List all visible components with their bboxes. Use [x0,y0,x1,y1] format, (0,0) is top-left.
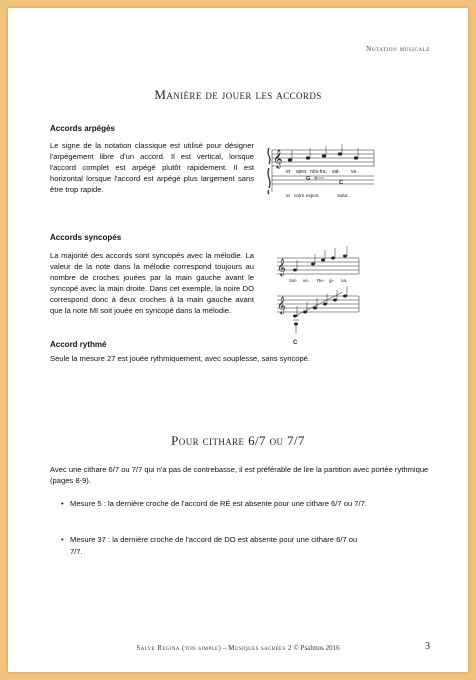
paragraph-cithare-intro: Avec une cithare 6/7 ou 7/7 qui n'a pas de contrebasse, il est préférable de lire la partition avec portée rythmique (pages 8-9). [50,465,429,485]
running-header: Notation musicale [366,45,430,53]
page-number: 3 [425,641,430,652]
list-item-text: Mesure 5 : la dernière croche de l'accord de RÉ est absente pour une cithare 6/7 ou 7/7. [70,499,367,508]
list-item-text: Mesure 37 : la dernière croche de l'accord de DO est absente pour une cithare 6/7 ou 7/7. [70,535,358,556]
footer-separator: – [222,644,227,652]
heading-accord-rythme: Accord rythmé [50,340,107,349]
section-title-cithare: Pour cithare 6/7 ou 7/7 [171,433,305,448]
paragraph-accords-syncopes: La majorité des accords sont syncopés avec la mélodie. La valeur de la note dans la mélodie correspond toujours au nombre de croches jouées par la main gauche avant le syncopé avec la main droite. Dans cet exemple, la noire DO correspond donc à deux croches à la main gauche avant que la note MI soit jouée en syncopé dans la mélodie. [50,251,254,315]
translation-salut: Salut. [337,193,349,198]
list-item [61,498,370,510]
paragraph-accord-rythme: Seule la mesure 27 est jouée rythmiquement, avec souplesse, sans syncopé. [50,354,311,363]
chord-c: C [293,340,298,346]
translation-et: et [286,193,290,198]
footer-collection: Musiques sacrées 2 [228,644,292,652]
footer-piece: Salve Regina (ton simple) [136,644,222,652]
score-example-syncopes [273,242,365,348]
bullet-icon: • [61,535,64,544]
lyric-re: Re- [317,278,325,283]
lyric-nostra: nós-tra, [310,169,327,175]
lyric-et: et [286,169,291,175]
svg-text:𝄞: 𝄞 [277,297,286,314]
heading-accords-syncopes: Accords syncopés [50,233,122,242]
lyric-gi: gi- [329,278,335,283]
paragraph-accords-arpeges: Le signe de la notation classique est utilisé pour désigner l'arpègement libre d'un accord. Il est vertical, lorsque l'accord complet est arpégé plutôt rapidement. Il est horizontal lorsque l'accord est arpégé plus largement sans être trop rapide. [50,141,254,194]
chord-g: G [306,176,311,182]
heading-accords-arpeges: Accords arpégés [50,124,115,133]
list-item [61,534,370,557]
footer-copyright: © Psalmos 2016 [293,644,340,652]
lyric-sal: sal- [332,169,341,175]
translation-notre: notre [294,193,305,198]
lyric-ve: ve, [303,278,310,283]
svg-text:𝄞: 𝄞 [273,151,283,168]
svg-text:𝄞: 𝄞 [277,259,286,276]
document-page [8,8,468,672]
section-title-accords: Manière de jouer les accords [154,87,322,102]
translation-espoir: espoir, [306,193,320,198]
bullet-icon: • [61,499,64,508]
lyric-na: na, [341,278,348,283]
lyric-spes: spes [296,169,307,175]
chord-c: C [339,180,343,186]
score-example-arpeges [266,142,376,200]
lyric-sal: Sal- [289,278,298,283]
page-footer [8,644,468,652]
lyric-ve: ve. [351,169,358,175]
